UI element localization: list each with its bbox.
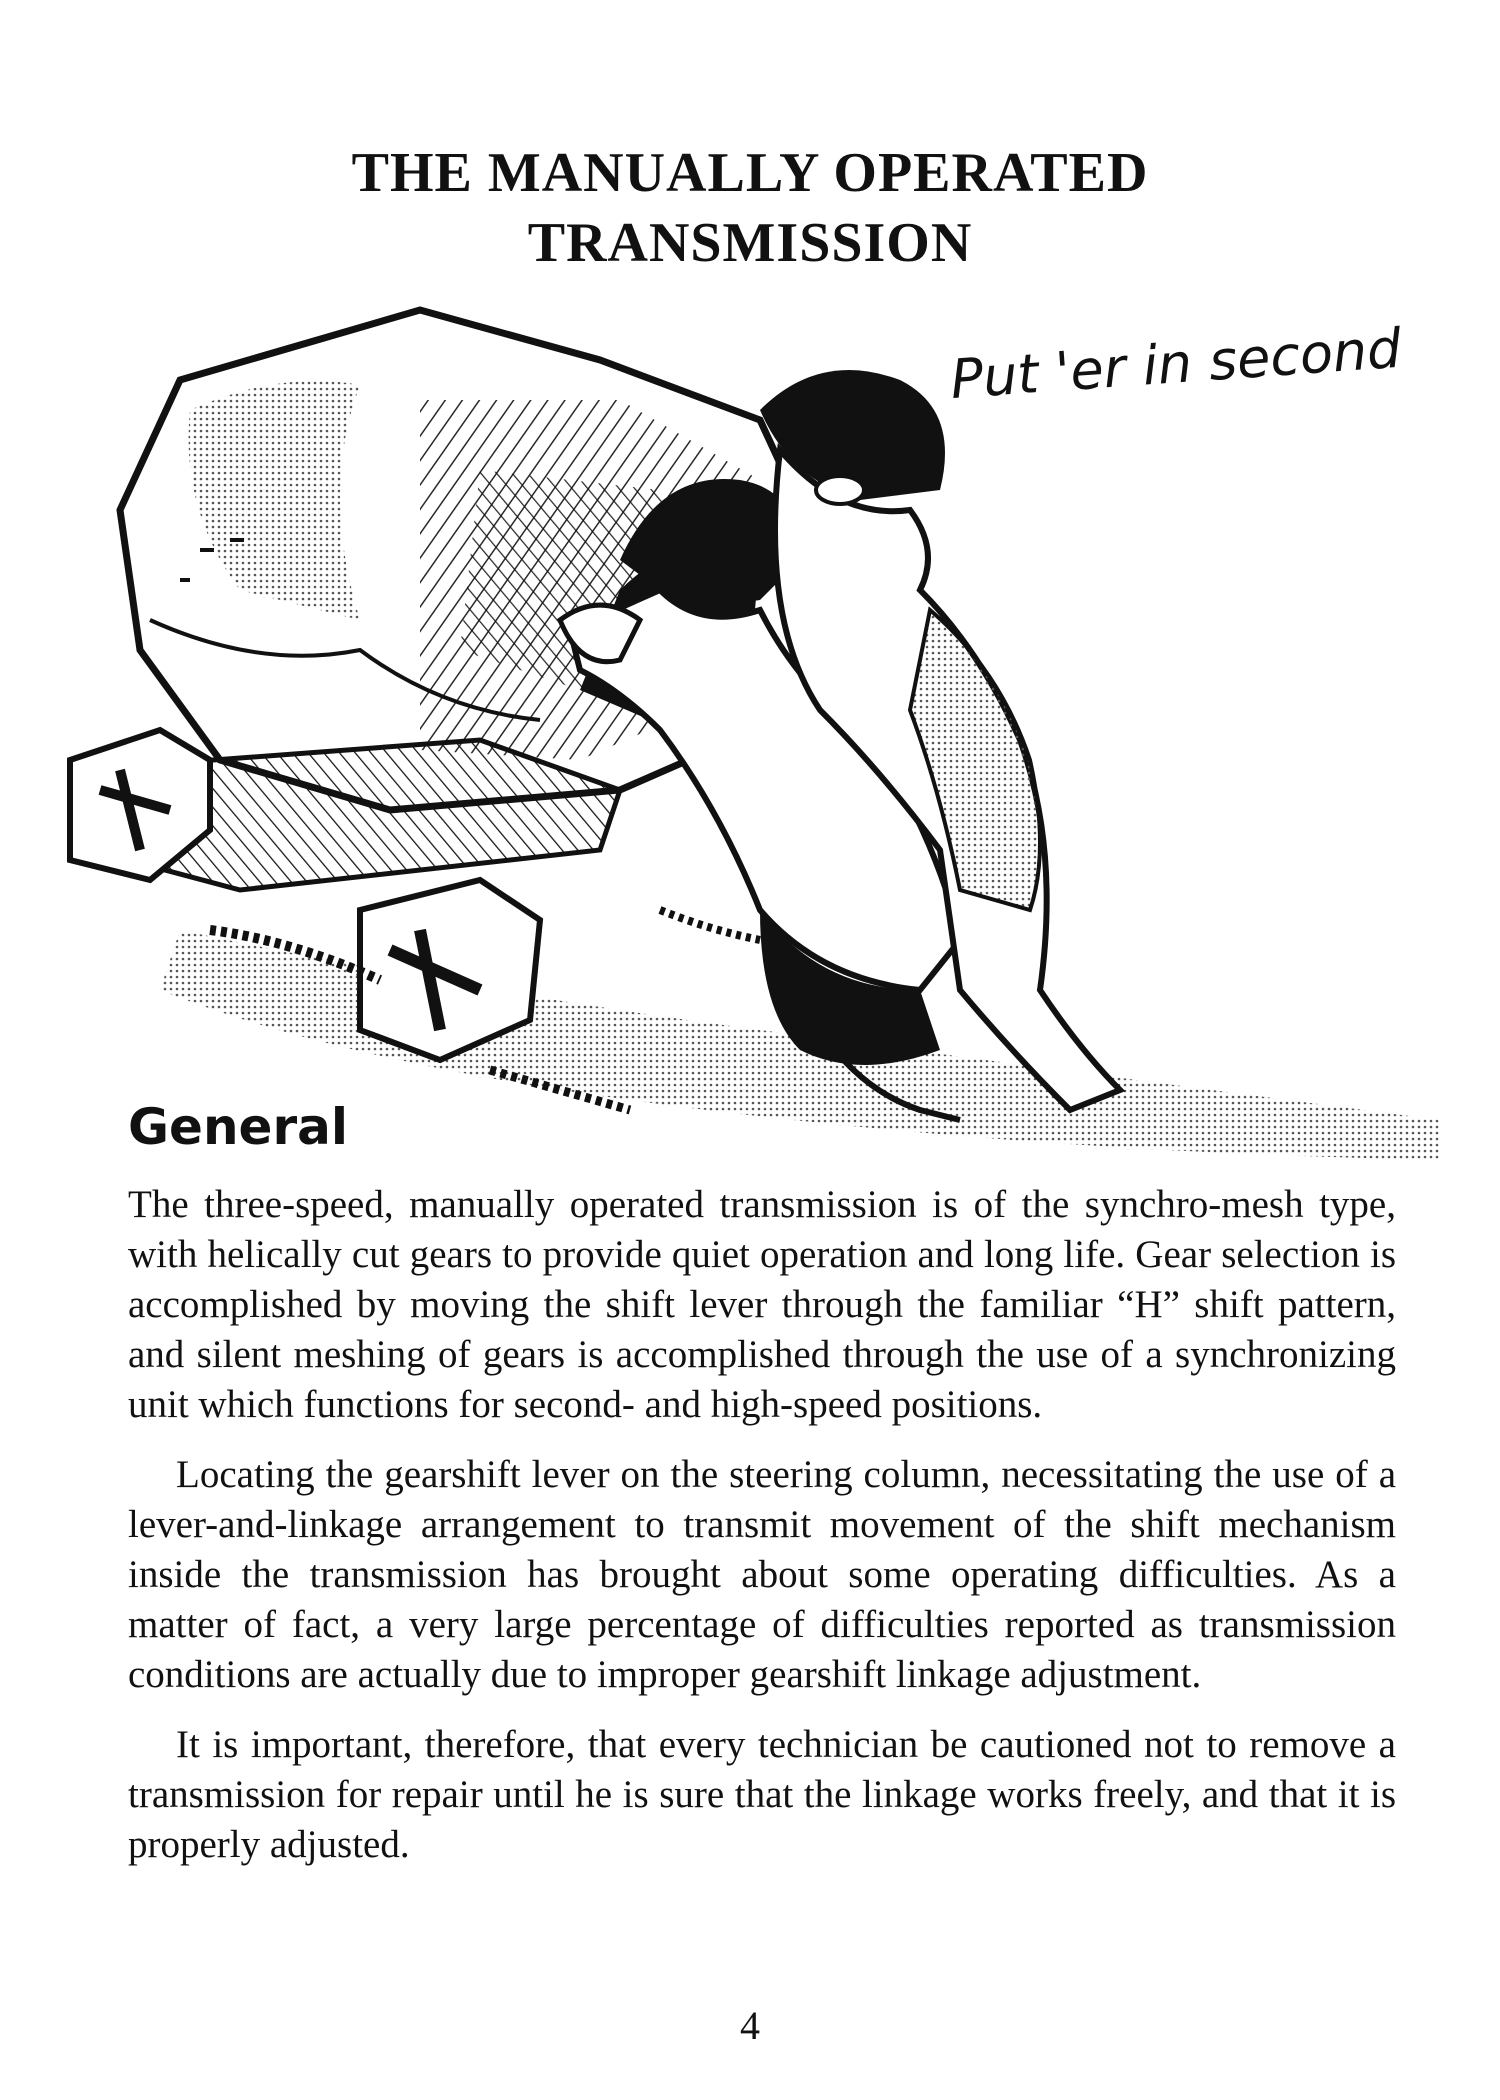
section-heading: General bbox=[128, 1098, 348, 1156]
paragraph-2: Locating the gearshift lever on the steering column, necessitating the use of a lever-and-linkage arrangement to transmit movement of the shift mechanism inside the transmission has brought about some operating difficulties. As a matter of fact, a very large percentage of difficulties reported as transmission conditions are actually due to improper gearshift linkage adjustment. bbox=[128, 1453, 1396, 1696]
cavemen-boulder-illustration bbox=[60, 290, 1460, 1190]
page-number: 4 bbox=[740, 2003, 760, 2048]
page-title-line-1: THE MANUALLY OPERATED bbox=[351, 142, 1149, 204]
section-body bbox=[128, 1180, 1396, 1890]
paragraph-1: The three-speed, manually operated transmission is of the synchro-mesh type, with helically cut gears to provide quiet operation and long life. Gear selection is accomplished by moving the shift lever through the familiar “H” shift pattern, and silent meshing of gears is accomplished through the use of a synchronizing unit which functions for second- and high-speed positions. bbox=[128, 1183, 1396, 1426]
paragraph-3: It is important, therefore, that every technician be cautioned not to remove a transmission for repair until he is sure that the linkage works freely, and that it is properly adjusted. bbox=[128, 1723, 1396, 1866]
speech-caption: Put 'er in second bbox=[948, 316, 1404, 412]
page-title-line-2: TRANSMISSION bbox=[527, 212, 973, 274]
